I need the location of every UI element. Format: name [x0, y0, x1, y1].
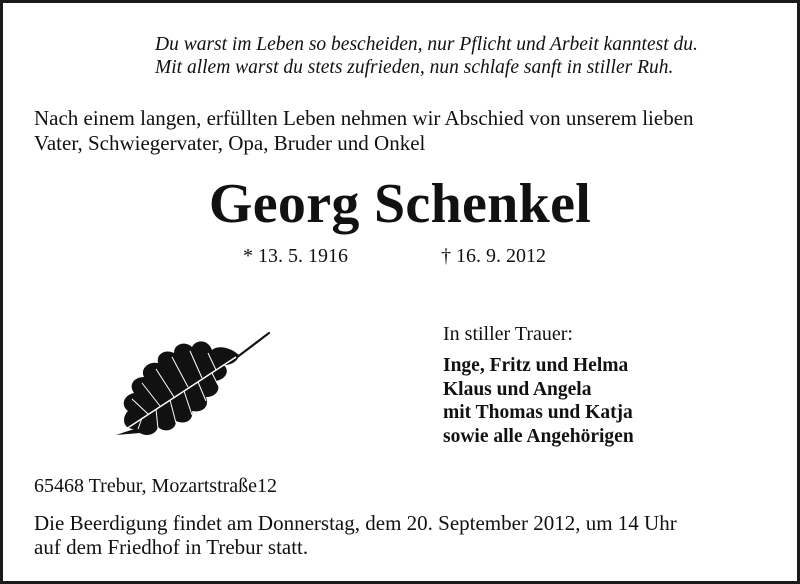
- funeral-notice: [34, 512, 677, 559]
- mourning-label: In stiller Trauer:: [443, 323, 573, 345]
- intro-line-2: Vater, Schwiegervater, Opa, Bruder und Onkel: [34, 131, 426, 155]
- verse-line-2: Mit allem warst du stets zufrieden, nun schlafe sanft in stiller Ruh.: [155, 57, 674, 78]
- intro-line-1: Nach einem langen, erfüllten Leben nehmen wir Abschied von unserem lieben: [34, 106, 694, 130]
- oak-leaf-icon: [112, 325, 274, 437]
- mourner-line: mit Thomas und Katja: [443, 402, 633, 423]
- mourners-list: [443, 354, 634, 448]
- birth-date: * 13. 5. 1916: [243, 245, 348, 267]
- farewell-intro: [34, 106, 694, 156]
- funeral-line-1: Die Beerdigung findet am Donnerstag, dem 20. September 2012, um 14 Uhr: [34, 511, 677, 535]
- mourner-line: sowie alle Angehörigen: [443, 425, 634, 447]
- deceased-name: Georg Schenkel: [208, 173, 592, 235]
- mourner-line: Klaus und Angela: [443, 378, 592, 400]
- family-address: 65468 Trebur, Mozartstraße12: [34, 475, 278, 497]
- memorial-verse: [155, 33, 698, 79]
- death-date: † 16. 9. 2012: [441, 245, 546, 267]
- funeral-line-2: auf dem Friedhof in Trebur statt.: [34, 534, 309, 559]
- verse-line-1: Du warst im Leben so bescheiden, nur Pflicht und Arbeit kanntest du.: [155, 34, 698, 55]
- mourner-line: Inge, Fritz und Helma: [443, 355, 629, 376]
